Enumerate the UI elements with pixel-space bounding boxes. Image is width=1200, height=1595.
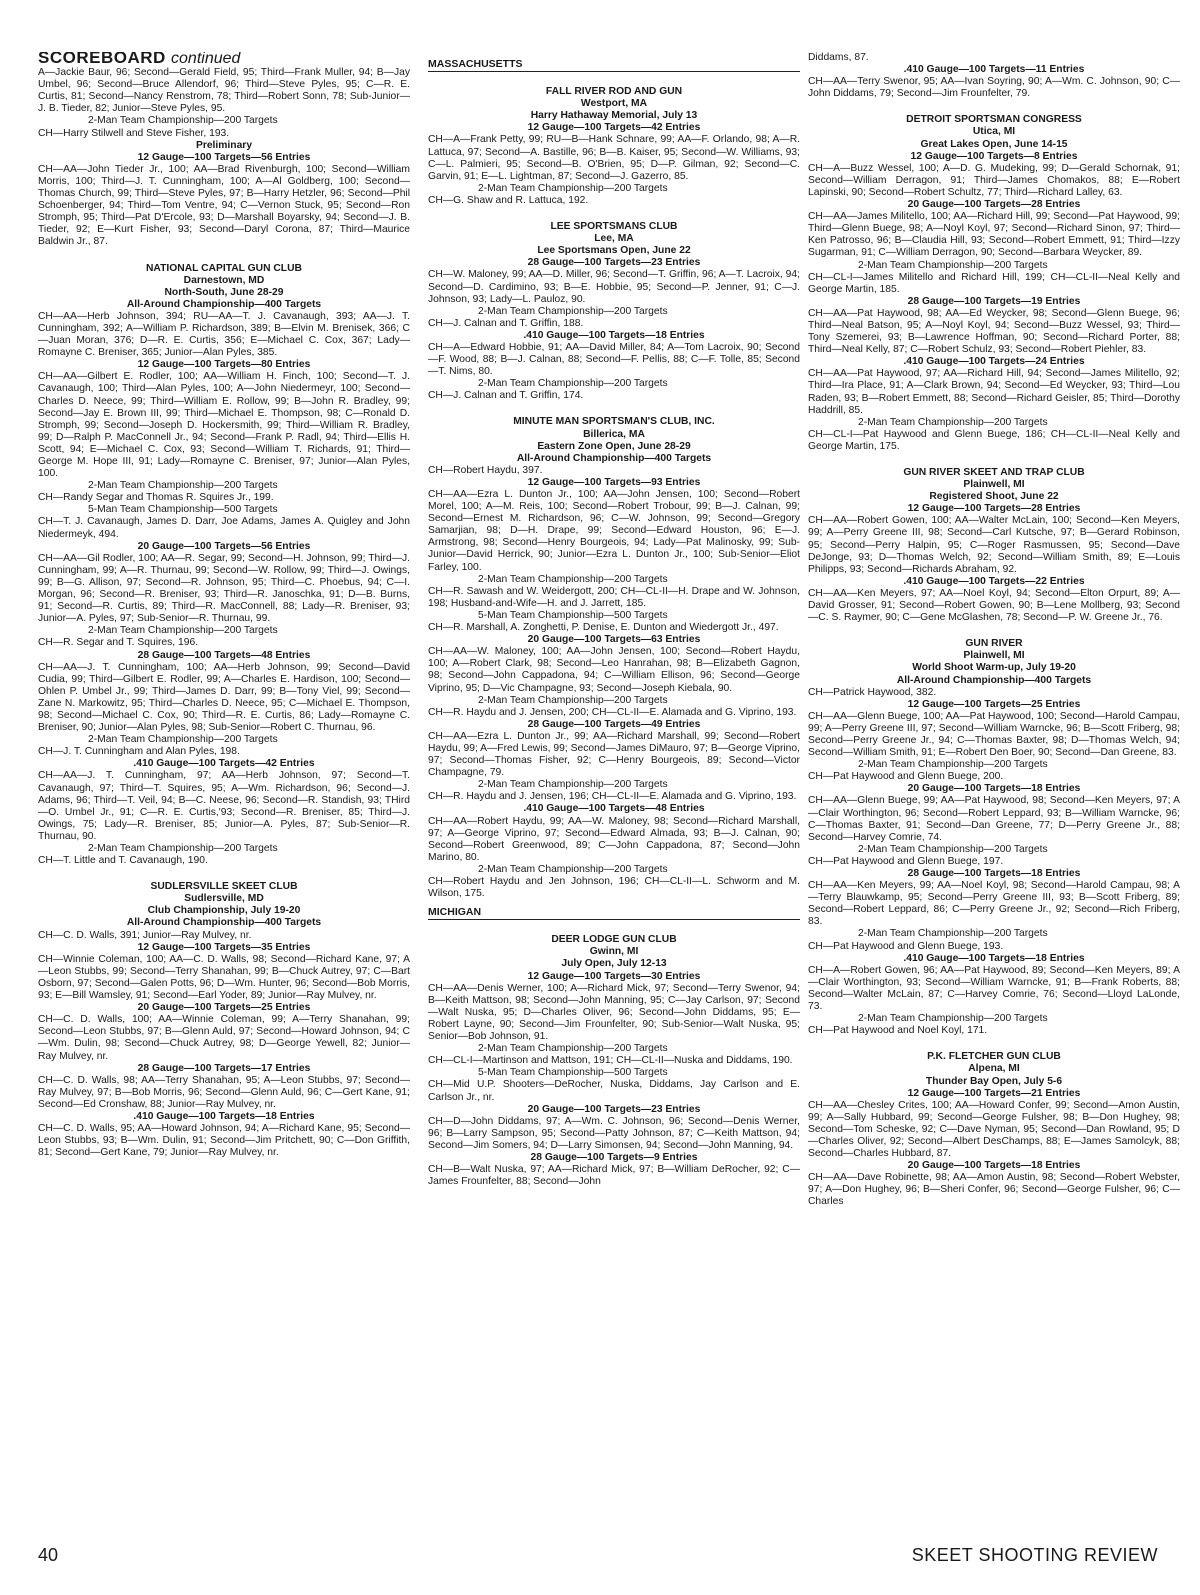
event-heading: Gwinn, MI xyxy=(589,946,639,958)
result-paragraph: CH—Randy Segar and Thomas R. Squires Jr., 199. xyxy=(38,492,274,504)
event-heading: .410 Gauge—100 Targets—18 Entries xyxy=(133,1110,315,1122)
section-title: SCOREBOARD xyxy=(38,52,166,67)
event-heading: 12 Gauge—100 Targets—25 Entries xyxy=(907,698,1081,710)
result-paragraph: CH—AA—Dave Robinette, 98; AA—Amon Austin, 98; Second—Robert Webster, 97; A—Don Hughey, 96; B—Sheri Confer, 96; Second—George Fulsher, 96; C—Charles xyxy=(808,1172,1180,1208)
event-heading: 12 Gauge—100 Targets—42 Entries xyxy=(527,122,701,134)
event-heading: Great Lakes Open, June 14-15 xyxy=(920,138,1068,150)
event-heading: 12 Gauge—100 Targets—30 Entries xyxy=(527,970,701,982)
event-heading: 12 Gauge—100 Targets—56 Entries xyxy=(137,151,311,163)
column-1 xyxy=(38,52,410,1522)
result-paragraph: CH—AA—Gil Rodler, 100; AA—R. Segar, 99; Second—H. Johnson, 99; Third—J. Cunningham, 99; A—R. Thurnau, 99; Second—W. Rollow, 99; Third—J. Owings, 99; B—G. Allison, 97; Second—R. Johnson, 95; Third—C. Phoebus, 94; C—I. Morgan, 96; Second—R. Breniser, 93; Third—R. Janoschka, 91; D—B. Burns, 91; Second—R. Curtis, 89; Third—R. MacConnell, 88; Lady—R. Breniser, 93; Junior—A. Pyles, 97; Sub-Senior—R. Thurnau, 99. xyxy=(38,552,410,625)
result-paragraph: CH—AA—Pat Haywood, 98; AA—Ed Weycker, 98; Second—Glenn Buege, 96; Third—Neal Batson, 95; A—Noyl Koyl, 94; Second—Buzz Wessel, 93; Third—Tony Szemerei, 93; B—Lawrence Hoffman, 90; Second—Richard Porter, 88; Third—Neal Kelly, 87; C—Robert Schulz, 93; Second—Robert Piehler, 83. xyxy=(808,307,1180,356)
event-heading: Registered Shoot, June 22 xyxy=(929,491,1059,503)
event-heading: .410 Gauge—100 Targets—48 Entries xyxy=(523,803,705,815)
team-heading: 2-Man Team Championship—200 Targets xyxy=(858,759,1048,771)
event-heading: 12 Gauge—100 Targets—21 Entries xyxy=(907,1087,1081,1099)
result-paragraph: CH—R. Sawash and W. Weidergott, 200; CH—CL-II—H. Drape and W. Johnson, 198; Husband-and-Wife—H. and J. Jarrett, 185. xyxy=(428,585,800,609)
event-heading: North-South, June 28-29 xyxy=(164,286,284,298)
result-paragraph: CH—Pat Haywood and Glenn Buege, 200. xyxy=(808,771,1004,783)
team-heading: 5-Man Team Championship—500 Targets xyxy=(478,1067,668,1079)
event-heading: 20 Gauge—100 Targets—63 Entries xyxy=(527,634,701,646)
event-heading: .410 Gauge—100 Targets—42 Entries xyxy=(133,758,315,770)
team-heading: 2-Man Team Championship—200 Targets xyxy=(858,843,1048,855)
result-paragraph: CH—A—Robert Gowen, 96; AA—Pat Haywood, 89; Second—Ken Meyers, 89; A—Clair Worthington, 93; Second—William Warncke, 91; B—Frank Roberts, 88; Second—Walter McLain, 87; C—Harvey Comrie, 76; Second—Lloyd LaLonde, 73. xyxy=(808,964,1180,1013)
club-name: DEER LODGE GUN CLUB xyxy=(551,934,677,946)
club-name: P.K. FLETCHER GUN CLUB xyxy=(927,1051,1061,1063)
event-heading: 28 Gauge—100 Targets—9 Entries xyxy=(530,1151,698,1163)
team-heading: 2-Man Team Championship—200 Targets xyxy=(88,480,278,492)
event-heading: 12 Gauge—100 Targets—28 Entries xyxy=(907,503,1081,515)
result-paragraph: CH—R. Haydu and J. Jensen, 196; CH—CL-II—E. Alamada and G. Viprino, 193. xyxy=(428,791,797,803)
event-heading: 12 Gauge—100 Targets—35 Entries xyxy=(137,941,311,953)
event-heading: Plainwell, MI xyxy=(963,479,1025,491)
section-header xyxy=(38,52,410,65)
magazine-title: SKEET SHOOTING REVIEW xyxy=(911,1545,1158,1565)
club-name: NATIONAL CAPITAL GUN CLUB xyxy=(146,262,302,274)
team-heading: 2-Man Team Championship—200 Targets xyxy=(858,259,1048,271)
result-paragraph: CH—AA—Glenn Buege, 99; AA—Pat Haywood, 98; Second—Ken Meyers, 97; A—Clair Worthington, 96; Second—Robert Leppard, 93; B—William Warncke, 96; C—Thomas Baxter, 91; Second—Dan Greene, 77; D—Perry Greene Jr., 88; Second—Harvey Comrie, 74. xyxy=(808,795,1180,843)
result-paragraph: CH—AA—Terry Swenor, 95; AA—Ivan Soyring, 90; A—Wm. C. Johnson, 90; C—John Diddams, 79; Second—Jim Frounfelter, 79. xyxy=(808,76,1180,100)
result-paragraph: CH—CL-I—Martinson and Mattson, 191; CH—CL-II—Nuska and Diddams, 190. xyxy=(428,1055,793,1067)
team-heading: 2-Man Team Championship—200 Targets xyxy=(858,416,1048,428)
event-heading: Billerica, MA xyxy=(583,428,645,440)
state-heading: MICHIGAN xyxy=(428,906,800,920)
club-name: LEE SPORTSMANS CLUB xyxy=(550,221,678,233)
result-paragraph: CH—Mid U.P. Shooters—DeRocher, Nuska, Diddams, Jay Carlson and E. Carlson Jr., nr. xyxy=(428,1079,800,1103)
result-paragraph: CH—R. Segar and T. Squires, 196. xyxy=(38,637,199,649)
team-heading: 2-Man Team Championship—200 Targets xyxy=(478,182,668,194)
result-paragraph: CH—C. D. Walls, 100; AA—Winnie Coleman, 99; A—Terry Shanahan, 99; Second—Leon Stubbs, 97; B—Glenn Auld, 97; Second—Howard Johnson, 94; C—Wm. Dulin, 98; Second—Chuck Autrey, 98; D—George Yewell, 82; Junior—Ray Mulvey, nr. xyxy=(38,1014,410,1062)
event-heading: Westport, MA xyxy=(580,98,648,110)
result-paragraph: CH—AA—W. Maloney, 100; AA—John Jensen, 100; Second—Robert Haydu, 100; A—Robert Clark, 98; Second—Leo Hanrahan, 98; B—Elizabeth Gagnon, 98; Second—John Cappadona, 94; C—William Ellison, 96; Second—George Viprino, 95; D—Vic Champagne, 93; Second—Joseph Kiebala, 90. xyxy=(428,646,800,694)
result-paragraph: CH—AA—Robert Haydu, 99; AA—W. Maloney, 98; Second—Richard Marshall, 97; A—George Viprino, 97; Second—Edward Almada, 93; B—J. Calnan, 90; Second—Robert Greenwood, 89; C—John Cappadona, 87; Second—John Marino, 80. xyxy=(428,815,800,863)
page-number: 40 xyxy=(38,1545,59,1565)
result-paragraph: CH—AA—Pat Haywood, 97; AA—Richard Hill, 94; Second—James Militello, 92; Third—Ira Place, 91; A—Clark Brown, 94; Second—Ed Weycker, 93; Third—Lou Raden, 93; B—Robert Emmett, 88; Second—Richard Geisler, 85; Third—Dorothy Haddrill, 85. xyxy=(808,368,1180,416)
event-heading: All-Around Championship—400 Targets xyxy=(516,452,712,464)
column-2 xyxy=(428,52,800,1522)
team-heading: 2-Man Team Championship—200 Targets xyxy=(88,843,278,854)
event-heading: All-Around Championship—400 Targets xyxy=(126,917,322,929)
result-paragraph: CH—B—Walt Nuska, 97; AA—Richard Mick, 97; B—William DeRocher, 92; C—James Frounfelter, 88; Second—John xyxy=(428,1164,800,1188)
result-paragraph: A—Jackie Baur, 96; Second—Gerald Field, 95; Third—Frank Muller, 94; B—Jay Umbel, 96; Second—Bruce Allendorf, 96; Third—Steve Pyles, 95; C—R. E. Curtis, 81; Second—Nancy Renstrom, 78; Third—Robert Sonn, 78; Sub-Junior—J. B. Tieder, 82; Junior—Steve Pyles, 95. xyxy=(38,67,410,115)
event-heading: 28 Gauge—100 Targets—19 Entries xyxy=(907,295,1081,307)
result-paragraph: CH—Pat Haywood and Glenn Buege, 197. xyxy=(808,855,1004,867)
team-heading: 2-Man Team Championship—200 Targets xyxy=(858,928,1048,940)
result-paragraph: CH—Robert Haydu, 397. xyxy=(428,464,543,476)
result-paragraph: CH—AA—Ezra L. Dunton Jr., 100; AA—John Jensen, 100; Second—Robert Morel, 100; A—M. Reis, 100; Second—Robert Trobour, 99; B—J. Calnan, 99; Second—Ernest M. Richardson, 96; C—W. Johnson, 99; Second—Gregory Samarjian, 98; D—H. Drape, 99; Second—Edward Houston, 96; E—J. Armstrong, 98; Second—Henry Bourgeois, 94; Lady—Pat Malinosky, 99; Sub-Junior—David Herrick, 90; Junior—Ezra L. Dunton Jr., 100; Sub-Senior—Eliot Farley, 100. xyxy=(428,489,800,573)
result-paragraph: CH—D—John Diddams, 97; A—Wm. C. Johnson, 96; Second—Denis Werner, 96; B—Larry Sampson, 95; Second—Patty Johnson, 87; C—Keith Mattson, 94; Second—Jim Somers, 94; D—Larry Simonsen, 94; Second—John Manning, 94. xyxy=(428,1115,800,1151)
team-heading: 2-Man Team Championship—200 Targets xyxy=(858,1013,1048,1025)
result-paragraph: CH—A—Edward Hobbie, 91; AA—David Miller, 84; A—Tom Lacroix, 90; Second—F. Wood, 88; B—J. Calnan, 88; Second—F. Pellis, 88; C—F. Tolle, 85; Second—T. Nims, 80. xyxy=(428,341,800,378)
event-heading: Preliminary xyxy=(195,139,253,151)
state-heading: MASSACHUSETTS xyxy=(428,58,800,72)
event-heading: .410 Gauge—100 Targets—18 Entries xyxy=(903,952,1085,964)
team-heading: 5-Man Team Championship—500 Targets xyxy=(478,609,668,621)
result-paragraph: CH—C. D. Walls, 98; AA—Terry Shanahan, 95; A—Leon Stubbs, 97; Second—Ray Mulvey, 97; B—Bob Morris, 96; Second—Glenn Auld, 96; C—Gert Kane, 91; Second—Ed Cronshaw, 88; Junior—Ray Mulvey, nr. xyxy=(38,1074,410,1110)
event-heading: 28 Gauge—100 Targets—17 Entries xyxy=(137,1062,311,1074)
event-heading: 28 Gauge—100 Targets—23 Entries xyxy=(527,257,701,269)
club-name: GUN RIVER xyxy=(965,638,1023,650)
event-heading: .410 Gauge—100 Targets—11 Entries xyxy=(903,64,1085,76)
result-paragraph: CH—J. Calnan and T. Griffin, 188. xyxy=(428,317,584,329)
team-heading: 2-Man Team Championship—200 Targets xyxy=(478,305,668,317)
result-paragraph: CH—AA—Denis Werner, 100; A—Richard Mick, 97; Second—Terry Swenor, 94; B—Keith Mattson, 98; Second—John Manning, 95; C—Jay Carlson, 97; Second—Walt Nuska, 95; D—Charles Oliver, 96; Second—John Diddams, 95; E—Robert Layne, 90; Second—Jim Frounfelter, 90; Sub-Senior—Walt Nuska, 95; Senior—Bob Johnson, 91. xyxy=(428,982,800,1043)
event-heading: 12 Gauge—100 Targets—93 Entries xyxy=(527,476,701,488)
event-heading: Sudlersville, MD xyxy=(184,893,264,905)
event-heading: 20 Gauge—100 Targets—25 Entries xyxy=(137,1002,311,1014)
event-heading: 12 Gauge—100 Targets—80 Entries xyxy=(137,359,311,371)
result-paragraph: CH—AA—Chesley Crites, 100; AA—Howard Confer, 99; Second—Amon Austin, 99; A—Sally Hubbard, 99; Second—George Fulsher, 98; B—Don Hughey, 98; Second—Tom Scheske, 92; C—Dave Nyman, 95; Second—Dan Rowland, 95; D—Charles Oliver, 92; Second—Albert DesChamps, 88; E—James Samolcyk, 88; Second—Charles Hubbard, 87. xyxy=(808,1099,1180,1160)
team-heading: 2-Man Team Championship—200 Targets xyxy=(88,734,278,746)
result-paragraph: CH—CL-I—Pat Haywood and Glenn Buege, 186; CH—CL-II—Neal Kelly and George Martin, 175. xyxy=(808,428,1180,452)
result-paragraph: CH—AA—Ezra L. Dunton Jr., 99; AA—Richard Marshall, 99; Second—Robert Haydu, 99; A—Fred Lewis, 99; Second—James DiMauro, 97; B—George Viprino, 97; Second—Thomas Fisher, 92; C—Henry Bourgeois, 89; Second—Victor Champagne, 79. xyxy=(428,730,800,779)
team-heading: 2-Man Team Championship—200 Targets xyxy=(478,1043,668,1055)
event-heading: .410 Gauge—100 Targets—24 Entries xyxy=(903,356,1085,368)
result-paragraph: CH—Pat Haywood and Glenn Buege, 193. xyxy=(808,940,1004,952)
event-heading: 28 Gauge—100 Targets—48 Entries xyxy=(137,649,311,661)
result-paragraph: CH—T. Little and T. Cavanaugh, 190. xyxy=(38,855,208,867)
club-name: FALL RIVER ROD AND GUN xyxy=(545,86,683,98)
result-paragraph: CH—Harry Stilwell and Steve Fisher, 193. xyxy=(38,127,230,139)
event-heading: Lee Sportsmans Open, June 22 xyxy=(537,245,691,257)
event-heading: Harry Hathaway Memorial, July 13 xyxy=(530,110,698,122)
result-paragraph: CH—A—Buzz Wessel, 100; A—D. G. Mudeking, 99; D—Gerald Schornak, 91; Second—William Derragon, 91; Third—James Chomakos, 88; E—Robert Lapinski, 90; Second—Robert Schultz, 77; Third—Richard Lalley, 63. xyxy=(808,162,1180,198)
result-paragraph: CH—AA—John Tieder Jr., 100; AA—Brad Rivenburgh, 100; Second—William Morris, 100; Third—J. T. Cunningham, 100; A—Al Goldberg, 100; Second—Thomas Church, 99; Third—Steve Pyles, 97; B—Harry Hetzler, 96; Second—Phil Schoenberger, 94; Third—Tom Ventre, 94; C—Vernon Stuck, 95; Second—Ron Stromph, 95; Third—Pat D'Ercole, 93; D—Marshall Boyarsky, 94; Second—J. B. Tieder, 92; E—Kurt Fisher, 93; Second—Daryl Corona, 87; Third—Maurice Baldwin Jr., 87. xyxy=(38,163,410,248)
event-heading: Darnestown, MD xyxy=(183,274,265,286)
result-paragraph: CH—W. Maloney, 99; AA—D. Miller, 96; Second—T. Griffin, 96; A—T. Lacroix, 94; Second—D. Cardimino, 93; B—E. Hobbie, 95; Second—P. Jenner, 91; C—J. Johnson, 93; Lady—L. Pauloz, 90. xyxy=(428,269,800,305)
result-paragraph: CH—Patrick Haywood, 382. xyxy=(808,686,937,698)
event-heading: Plainwell, MI xyxy=(963,650,1025,662)
event-heading: 20 Gauge—100 Targets—56 Entries xyxy=(137,540,311,552)
result-paragraph: CH—C. D. Walls, 391; Junior—Ray Mulvey, nr. xyxy=(38,929,252,941)
event-heading: 20 Gauge—100 Targets—18 Entries xyxy=(907,783,1081,795)
result-paragraph: CH—Pat Haywood and Noel Koyl, 171. xyxy=(808,1025,988,1037)
event-heading: Thunder Bay Open, July 5-6 xyxy=(925,1075,1063,1087)
result-paragraph: CH—AA—J. T. Cunningham, 97; AA—Herb Johnson, 97; Second—T. Cavanaugh, 97; Third—T. Squires, 95; A—Wm. Richardson, 96; Second—J. Adams, 96; Third—T. Veil, 94; B—C. Neese, 96; Second—R. Standish, 93; THird—O. Umbel Jr., 91; C—R. E. Curtis,'93; Second—R. Breniser, 85; Third—J. Owings, 75; Lady—R. Breniser, 85; Junior—A. Pyles, 87; Sub-Senior—R. Thurnau, 90. xyxy=(38,770,410,842)
result-paragraph: CH—CL-I—James Militello and Richard Hill, 199; CH—CL-II—Neal Kelly and George Martin, 185. xyxy=(808,271,1180,295)
result-paragraph: CH—R. Marshall, A. Zonghetti, P. Denise, E. Dunton and Wiedergott Jr., 497. xyxy=(428,622,779,634)
result-paragraph: CH—J. T. Cunningham and Alan Pyles, 198. xyxy=(38,746,240,758)
event-heading: 20 Gauge—100 Targets—23 Entries xyxy=(527,1103,701,1115)
result-paragraph: CH—A—Frank Petty, 99; RU—B—Hank Schnare, 99; AA—F. Orlando, 98; A—R. Lattuca, 97; Second—A. Bastille, 96; B—B. Kaiser, 95; Second—W. Williams, 93; C—L. Palmieri, 95; Second—B. O'Brien, 95; D—P. Gilman, 92; Second—C. Garvin, 91; E—L. Lightman, 87; Second—J. Gazerro, 85. xyxy=(428,134,800,182)
result-paragraph: CH—T. J. Cavanaugh, James D. Darr, Joe Adams, James A. Quigley and John Niedermeyk, 494. xyxy=(38,516,410,540)
event-heading: All-Around Championship—400 Targets xyxy=(126,298,322,310)
club-name: DETROIT SPORTSMAN CONGRESS xyxy=(906,114,1082,126)
result-paragraph: CH—AA—J. T. Cunningham, 100; AA—Herb Johnson, 99; Second—David Cudia, 99; Third—Gilbert E. Rodler, 99; A—Charles E. Hardison, 100; Second—Ohlen P. Umbel Jr., 99; Third—James D. Darr, 99; B—Tony Viel, 99; Second—Zane N. Markowitz, 95; Third—Charles D. Neece, 95; C—Michael E. Thompson, 98; Second—Michael C. Cox, 90; Third—R. E. Curtis, 86; Lady—Romayne C. Breniser, 90; Junior—Alan Pyles, 98; Sub-Senior—Robert C. Thurnau, 96. xyxy=(38,661,410,734)
result-paragraph: CH—AA—Glenn Buege, 100; AA—Pat Haywood, 100; Second—Harold Campau, 99; A—Perry Greene III, 97; Second—William Warncke, 96; B—Scott Friberg, 98; Second—Perry Greene Jr., 94; C—Thomas Baxter, 98; D—Thomas Welch, 94; Second—William Smith, 91; E—Robert Den Boer, 90; Second—Dan Greene, 83. xyxy=(808,710,1180,759)
result-paragraph: Diddams, 87. xyxy=(808,52,869,63)
event-heading: July Open, July 12-13 xyxy=(561,958,667,970)
team-heading: 2-Man Team Championship—200 Targets xyxy=(478,573,668,585)
event-heading: Eastern Zone Open, June 28-29 xyxy=(537,440,691,452)
event-heading: All-Around Championship—400 Targets xyxy=(896,674,1092,686)
result-paragraph: CH—Winnie Coleman, 100; AA—C. D. Walls, 98; Second—Richard Kane, 97; A—Leon Stubbs, 99; Second—Terry Shanahan, 99; B—Chuck Autrey, 97; C—Bart Osborn, 97; Second—Galen Potts, 96; D—Wm. Hunter, 96; Second—Bob Morris, 93; E—Bill Wamsley, 91; Second—Earl Yoder, 89; Junior—Ray Mulvey, nr. xyxy=(38,953,410,1002)
result-paragraph: CH—AA—Gilbert E. Rodler, 100; AA—William H. Finch, 100; Second—T. J. Cavanaugh, 100; Third—Alan Pyles, 100; A—John Niedermeyr, 100; Second—Charles D. Neece, 99; Third—William E. Rollow, 99; B—John R. Bradley, 99; Second—Jay E. Brown III, 99; Third—Michael E. Thompson, 98; C—Ronald D. Stromph, 99; Second—Joseph D. Hockersmith, 99; Third—William R. Bradley, 99; D—Ralph P. MacConnell Jr., 94; Second—Frank P. Radl, 94; Third—Ellis H. Scott, 94; E—Michael C. Cox, 93; Second—William T. Richards, 91; Third—George M. Hope III, 91; Lady—Romayne C. Breniser, 97; Junior—Alan Pyles, 100. xyxy=(38,371,410,480)
event-heading: 20 Gauge—100 Targets—28 Entries xyxy=(907,199,1081,211)
event-heading: 12 Gauge—100 Targets—8 Entries xyxy=(910,150,1078,162)
event-heading: 28 Gauge—100 Targets—18 Entries xyxy=(907,868,1081,879)
event-heading: 20 Gauge—100 Targets—18 Entries xyxy=(907,1160,1081,1172)
team-heading: 2-Man Team Championship—200 Targets xyxy=(88,115,278,127)
result-paragraph: CH—R. Haydu and J. Jensen, 200; CH—CL-II—E. Alamada and G. Viprino, 193. xyxy=(428,706,797,718)
club-name: GUN RIVER SKEET AND TRAP CLUB xyxy=(903,467,1085,478)
result-paragraph: CH—AA—James Militello, 100; AA—Richard Hill, 99; Second—Pat Haywood, 99; Third—Glenn Buege, 98; A—Noyl Koyl, 97; Second—Richard Sinon, 97; Third—Ken Patrosso, 96; B—Claudia Hill, 93; Second—Robert Emmett, 91; Third—Izzy Sugarman, 91; C—William Derragon, 90; Second—Barbara Weycker, 89. xyxy=(808,211,1180,259)
result-paragraph: CH—J. Calnan and T. Griffin, 174. xyxy=(428,390,584,402)
event-heading: 28 Gauge—100 Targets—49 Entries xyxy=(527,718,701,730)
column-3 xyxy=(808,52,1180,1522)
event-heading: Alpena, MI xyxy=(968,1063,1020,1075)
result-paragraph: CH—Robert Haydu and Jen Johnson, 196; CH—CL-II—L. Schworm and M. Wilson, 175. xyxy=(428,876,800,900)
team-heading: 5-Man Team Championship—500 Targets xyxy=(88,504,278,516)
event-heading: Club Championship, July 19-20 xyxy=(147,905,301,917)
result-paragraph: CH—AA—Ken Meyers, 99; AA—Noel Koyl, 98; Second—Harold Campau, 98; A—Terry Blauwkamp, 95; Second—Perry Greene III, 93; B—Scott Friberg, 89; Second—Robert Leppard, 86; C—Perry Greene Jr., 92; Second—Rich Friberg, 83. xyxy=(808,880,1180,928)
team-heading: 2-Man Team Championship—200 Targets xyxy=(88,625,278,637)
team-heading: 2-Man Team Championship—200 Targets xyxy=(478,779,668,791)
section-continued: continued xyxy=(171,52,241,67)
event-heading: World Shoot Warm-up, July 19-20 xyxy=(912,662,1076,674)
result-paragraph: CH—AA—Robert Gowen, 100; AA—Walter McLain, 100; Second—Ken Meyers, 99; A—Perry Greene III, 98; Second—Carl Kutsche, 97; B—Gerard Robinson, 95; Second—Perry Halpin, 95; C—Roger Rasmussen, 95; Second—Dave DeJonge, 93; D—Thomas Welch, 92; Second—William Smith, 89; E—Louis Philipps, 93; Second—Richards Abraham, 92. xyxy=(808,515,1180,575)
event-heading: .410 Gauge—100 Targets—22 Entries xyxy=(903,575,1085,587)
team-heading: 2-Man Team Championship—200 Targets xyxy=(478,694,668,706)
team-heading: 2-Man Team Championship—200 Targets xyxy=(478,378,668,390)
event-heading: .410 Gauge—100 Targets—18 Entries xyxy=(523,329,705,341)
club-name: MINUTE MAN SPORTSMAN'S CLUB, INC. xyxy=(513,416,715,428)
event-heading: Utica, MI xyxy=(972,126,1016,138)
result-paragraph: CH—C. D. Walls, 95; AA—Howard Johnson, 94; A—Richard Kane, 95; Second—Leon Stubbs, 93; B—Wm. Dulin, 91; Second—Jim Pritchett, 90; C—Don Griffith, 81; Second—Gert Kane, 79; Junior—Ray Mulvey, nr. xyxy=(38,1123,410,1159)
result-paragraph: CH—G. Shaw and R. Lattuca, 192. xyxy=(428,194,589,206)
club-name: SUDLERSVILLE SKEET CLUB xyxy=(150,881,298,893)
event-heading: Lee, MA xyxy=(594,233,634,245)
team-heading: 2-Man Team Championship—200 Targets xyxy=(478,863,668,875)
result-paragraph: CH—AA—Herb Johnson, 394; RU—AA—T. J. Cavanaugh, 393; AA—J. T. Cunningham, 392; A—William P. Richardson, 389; B—Elvin M. Brenisek, 366; C—Juan Moran, 376; D—R. E. Curtis, 356; E—Michael C. Cox, 367; Lady—Romayne C. Breniser, 365; Junior—Alan Pyles, 385. xyxy=(38,310,410,359)
result-paragraph: CH—AA—Ken Meyers, 97; AA—Noel Koyl, 94; Second—Elton Orpurt, 89; A—David Grosser, 91; Second—Robert Gowen, 90; B—Lene Mollberg, 93; Second—C. S. Raymer, 90; C—Gene McGlashen, 78; Second—P. W. Greene Jr., 76. xyxy=(808,587,1180,624)
